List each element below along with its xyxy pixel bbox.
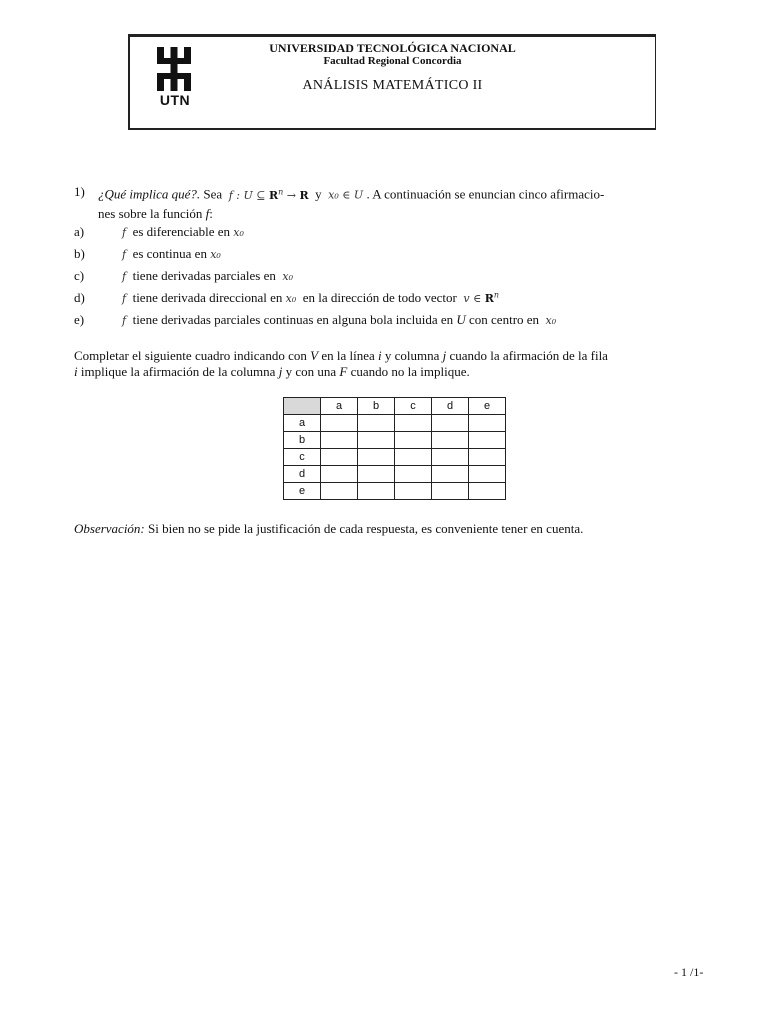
instructions-line-2: i implique la afirmación de la columna j y con una F cuando no la implique. [74,364,470,379]
problem-line-1 [98,184,604,204]
table-cell[interactable] [469,432,506,449]
point-x0: x₀ [282,270,293,283]
instructions-line-1: Completar el siguiente cuadro indicando con V en la línea i y columna j cuando la afirmación de la fila [74,348,608,363]
problem-line-2 [98,206,213,222]
table-cell[interactable] [358,466,395,483]
table-row [284,449,506,466]
table-cell[interactable] [358,449,395,466]
function-f: f [122,248,127,261]
item-label: b) [74,246,85,261]
table-cell[interactable] [321,466,358,483]
implication-table [283,397,506,500]
row-header: b [284,432,321,449]
item-label: d) [74,290,85,305]
point-x0: x₀ [545,314,557,327]
table-cell[interactable] [321,415,358,432]
problem-title: ¿Qué implica qué?. [98,186,201,202]
table-cell[interactable] [321,432,358,449]
instructions-paragraph [74,348,719,380]
line2-text: nes sobre la función [98,206,203,221]
table-cell[interactable] [469,449,506,466]
table-cell[interactable] [432,466,469,483]
table-cell[interactable] [432,432,469,449]
table-cell[interactable] [321,449,358,466]
table-row [284,432,506,449]
map-expression: f : U ⊆ $R^n \to R$ [228,187,309,202]
table-cell[interactable] [358,483,395,500]
table-cell[interactable] [432,415,469,432]
column-header: e [469,398,506,415]
item-tail: con centro en [469,312,540,327]
table-cell[interactable] [321,483,358,500]
set-U: U [456,312,466,327]
function-f: f [122,226,127,239]
point-x0: x₀ [285,292,297,305]
row-header: c [284,449,321,466]
table-cell[interactable] [395,415,432,432]
table-cell[interactable] [358,415,395,432]
function-f: f [122,292,127,305]
item-label: a) [74,224,85,239]
table-row [284,415,506,432]
logo-text: UTN [159,92,191,108]
and-text: y [315,186,322,202]
point-x0: x₀ [233,226,244,239]
row-header: a [284,415,321,432]
table-row [284,483,506,500]
header-box [128,34,656,130]
table-corner-cell [284,398,321,415]
column-header: a [321,398,358,415]
item-text: tiene derivadas parciales en [132,268,276,283]
item-tail: en la dirección de todo vector [302,290,457,305]
table-cell[interactable] [395,466,432,483]
sea-text: Sea [203,186,223,202]
table-cell[interactable] [358,432,395,449]
row-header: e [284,483,321,500]
item-label: c) [74,268,85,283]
function-f: f [122,270,127,283]
table-cell[interactable] [395,449,432,466]
function-f: f [205,206,210,221]
colon: : [209,206,213,221]
column-header: d [432,398,469,415]
item-label: e) [74,312,85,327]
vector-expression: v ∈ $R^n$ [463,290,500,305]
faculty-name: Facultad Regional Concordia [323,55,462,67]
column-header: b [358,398,395,415]
item-text: es continua en [132,246,207,261]
item-text: es diferenciable en [132,224,231,239]
column-header: c [395,398,432,415]
point-x0: x₀ [210,248,221,261]
item-text: tiene derivadas parciales continuas en alguna bola incluida en [132,312,454,327]
table-cell[interactable] [469,466,506,483]
table-row [284,466,506,483]
table-cell[interactable] [432,449,469,466]
page-number: - 1 /1- [674,965,704,979]
table-cell[interactable] [395,432,432,449]
table-cell[interactable] [469,483,506,500]
item-text: tiene derivada direccional en [132,290,283,305]
table-header-row [284,398,506,415]
point-expression: x₀ ∈ U [328,188,364,202]
intro-rest: . A continuación se enuncian cinco afirmacio- [366,186,605,202]
subject-title: ANÁLISIS MATEMÁTICO II [302,78,483,93]
table-cell[interactable] [432,483,469,500]
function-f: f [122,314,127,327]
observation-text: Si bien no se pide la justificación de cada respuesta, es conveniente tener en cuenta. [148,521,584,536]
row-header: d [284,466,321,483]
table-cell[interactable] [469,415,506,432]
table-cell[interactable] [395,483,432,500]
problem-number: 1) [74,184,85,199]
observation-label: Observación: [74,521,145,536]
observation-note [74,521,583,537]
university-name: UNIVERSIDAD TECNOLÓGICA NACIONAL [269,41,516,55]
header-top-rule [130,35,655,37]
